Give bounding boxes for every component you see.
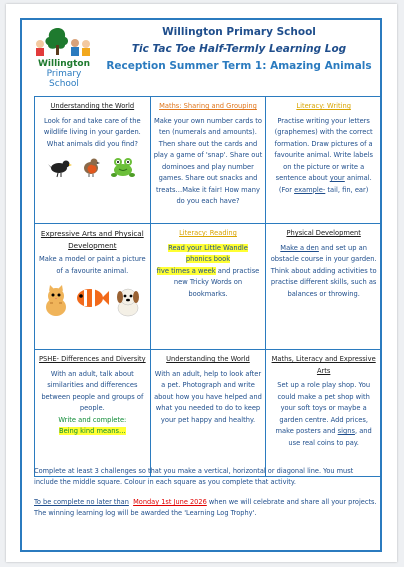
cell-literacy-writing [266, 97, 382, 224]
logo-text-3: School [49, 79, 79, 89]
document-header [106, 24, 372, 75]
cell-literacy-reading [150, 224, 266, 350]
cell-pshe [35, 350, 151, 477]
cell-title: Understanding the World [50, 102, 135, 110]
document-page [6, 4, 397, 562]
frog-icon [110, 156, 136, 178]
cell-title: Expressive Arts and Physical Development [40, 229, 144, 250]
cell-body: Make a model or paint a picture of a favourite animal. [39, 255, 146, 275]
cell-maths-literacy-arts [266, 350, 382, 477]
cell-expressive-arts [35, 224, 151, 350]
cell-body: and practise new Tricky Words on bookmarks. [173, 266, 260, 298]
cell-green-2: Being kind means… [59, 427, 126, 435]
blackbird-icon [48, 156, 72, 178]
cell-body: With an adult, help to look after a pet. Photograph and write about how you have helped and what you needed to do to keep your pet happy and healthy. [154, 369, 262, 424]
cell-maths-sharing [150, 97, 266, 224]
cell-title: Literacy: Reading [179, 229, 237, 237]
logo-text-2: Primary [46, 69, 82, 79]
cell-title: Physical Development [286, 229, 361, 237]
robin-icon [80, 156, 102, 178]
animal-icons [38, 285, 147, 317]
tic-tac-toe-grid [34, 96, 382, 477]
clownfish-icon [75, 285, 109, 311]
dog-icon [113, 285, 143, 317]
cell-physical-development [266, 224, 382, 350]
term-title [106, 58, 372, 75]
highlight-1: Read your Little Wandle [168, 243, 248, 252]
log-title: Tic Tac Toe Half-Termly Learning Log [131, 43, 347, 55]
cell-title: Literacy: Writing [296, 102, 351, 110]
cell-understanding-world-2 [150, 350, 266, 477]
animal-icons [38, 156, 147, 178]
deadline-date: Monday 1st June 2026 [133, 498, 207, 506]
instructions: Complete at least 3 challenges so that you make a vertical, horizontal or diagonal line. You must include the middle square. Colour in each square as you complete that activity. [34, 467, 354, 486]
cell-body-2: Draw pictures of a favourite animal. Write labels on the picture or write a sentence about your animal. [274, 139, 373, 182]
logo-text-1: Willington [37, 59, 91, 69]
footer-instructions [34, 466, 378, 528]
cat-icon [41, 285, 71, 317]
cell-body: Look for and take care of the wildlife living in your garden. What animals did you find? [43, 116, 141, 148]
cell-body: With an adult, talk about similarities and differences between people and groups of people. [41, 369, 144, 412]
cell-body: Make your own number cards to ten (numerals and amounts). Then share out the cards and play a game of 'snap'. Share out dominoes and play number games. Share out snacks and treats…Make it fair! How many do you each have? [153, 116, 263, 205]
cell-title: Maths, Literacy and Expressive Arts [271, 355, 376, 375]
school-logo [28, 26, 100, 90]
cell-title: Maths: Sharing and Grouping [159, 102, 257, 110]
deadline: To be complete no later than Monday 1st June 2026 when we will celebrate and share all your projects. The winning learning log will be awarded the 'Learning Log Trophy'. [34, 498, 377, 517]
cell-body-1: Practise writing your letters (graphemes) with the correct formation. [274, 116, 373, 148]
highlight-2: phonics book [185, 255, 231, 263]
term-prefix: Reception [106, 60, 166, 72]
cell-body: Set up a role play shop. You could make a pet shop with your soft toys or maybe a garden centre. Add prices, make posters and signs, and use real coins to pay. [275, 381, 372, 447]
cell-body: Make a den and set up an obstacle course in your garden. Think about adding activities to practise different skills, such as balances or throwing. [270, 243, 377, 298]
cell-green-1: Write and complete: [58, 415, 127, 424]
cell-title: Understanding the World [166, 355, 250, 363]
term-rest: Summer Term 1: Amazing Animals [169, 60, 372, 72]
cell-title: PSHE- Differences and Diversity [39, 355, 146, 363]
school-name: Willington Primary School [162, 26, 316, 38]
cell-body-3: (For example- tail, fin, ear) [278, 185, 369, 194]
cell-understanding-world-1 [35, 97, 151, 224]
highlight-3: five times a week [156, 266, 216, 275]
